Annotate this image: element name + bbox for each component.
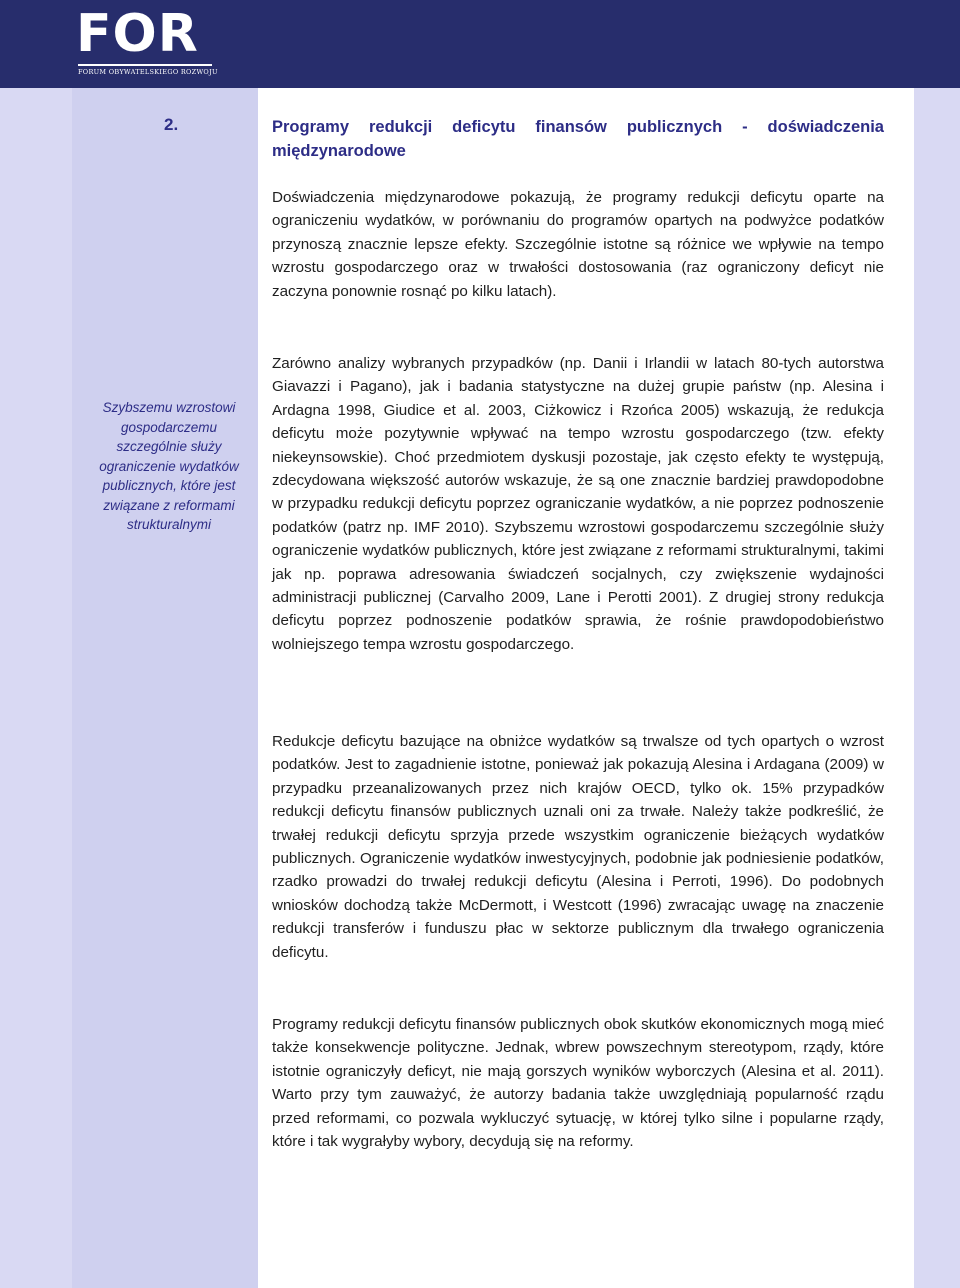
paragraph-4: Programy redukcji deficytu finansów publicznych obok skutków ekonomicznych mogą mieć także konsekwencje polityczne. Jednak, wbrew powszechnym stereotypom, rządy, które istotnie ograniczyły deficyt, nie mają gorszych wyników wyborczych (Alesina et al. 2011). Warto przy tym zauważyć, że autorzy badania także uwzględniają popularność rządu przed reformami, co pozwala wykluczyć sytuację, w której tylko silne i popularne rządy, które i tak wygrałyby wybory, decydują się na reformy. xyxy=(272,1016,884,1151)
sidebar-panel xyxy=(72,88,258,1288)
logo-wordmark: FOR xyxy=(76,4,199,64)
for-logo xyxy=(76,4,218,80)
paragraph-2: Zarówno analizy wybranych przypadków (np. Danii i Irlandii w latach 80-tych autorstwa Giavazzi i Pagano), jak i badania statystyczne na dużej grupie państw (np. Alesina i Ardagna 1998, Giudice et al. 2003, Ciżkowicz i Rzońca 2005) wskazują, że redukcja deficytu może pozytywnie wpływać na tempo wzrostu gospodarczego (tzw. efekty niekeynsowskie). Choć przedmiotem dyskusji pozostaje, jak często efekty te występują, zdecydowana większość autorów wskazuje, że są one znacznie bardziej prawdopodobne w przypadku redukcji deficytu poprzez ograniczanie wydatków, a nie poprzez podnoszenie podatków (patrz np. IMF 2010). Szybszemu wzrostowi gospodarczemu szczególnie służy ograniczenie wydatków publicznych, które jest związane z reformami strukturalnymi, takimi jak np. poprawa adresowania świadczeń socjalnych, czy zwiększenie wydajności administracji publicznej (Carvalho 2009, Lane i Perotti 2001). Z drugiej strony redukcja deficytu poprzez podnoszenie podatków sprawia, że rośnie prawdopodobieństwo wolniejszego tempa wzrostu gospodarczego. xyxy=(272,355,884,653)
paragraph-3: Redukcje deficytu bazujące na obniżce wydatków są trwalsze od tych opartych o wzrost podatków. Jest to zagadnienie istotne, ponieważ jak pokazują Alesina i Ardagana (2009) w przypadku przeanalizowanych przez nich krajów OECD, tylko ok. 15% przypadków redukcji deficytu finansów publicznych uznali oni za trwałe. Należy także podkreślić, że trwałej redukcji deficytu sprzyja przede wszystkim ograniczenie bieżących wydatków publicznych. Ograniczenie wydatków inwestycyjnych, podobnie jak podniesienie podatków, rzadko prowadzi do trwałej redukcji deficytu (Alesina i Perroti, 1996). Do podobnych wniosków dochodzą także McDermott, i Westcott (1996) zwracając uwagę na znaczenie redukcji transferów i funduszu płac w sektorze publicznym dla trwałego ograniczenia deficytu. xyxy=(272,733,884,961)
logo-divider xyxy=(78,64,212,66)
header-band xyxy=(0,0,960,88)
section-title: Programy redukcji deficytu finansów publicznych - doświadczenia międzynarodowe xyxy=(272,118,884,160)
section-number: 2. xyxy=(164,115,179,134)
paragraph-1: Doświadczenia międzynarodowe pokazują, że programy redukcji deficytu oparte na ograniczeniu wydatków, w porównaniu do programów opartych na podwyżce podatków przynoszą znacznie lepsze efekty. Szczególnie istotne są różnice we wpływie na tempo wzrostu gospodarczego oraz w trwałości dostosowania (raz ograniczony deficyt nie zaczyna ponownie rosnąć po kilku latach). xyxy=(272,189,884,300)
logo-subtitle: FORUM OBYWATELSKIEGO ROZWOJU xyxy=(78,68,218,76)
sidebar-pull-quote: Szybszemu wzrostowi gospodarczemu szczególnie służy ograniczenie wydatków publicznych, które jest związane z reformami strukturalnymi xyxy=(99,400,239,532)
